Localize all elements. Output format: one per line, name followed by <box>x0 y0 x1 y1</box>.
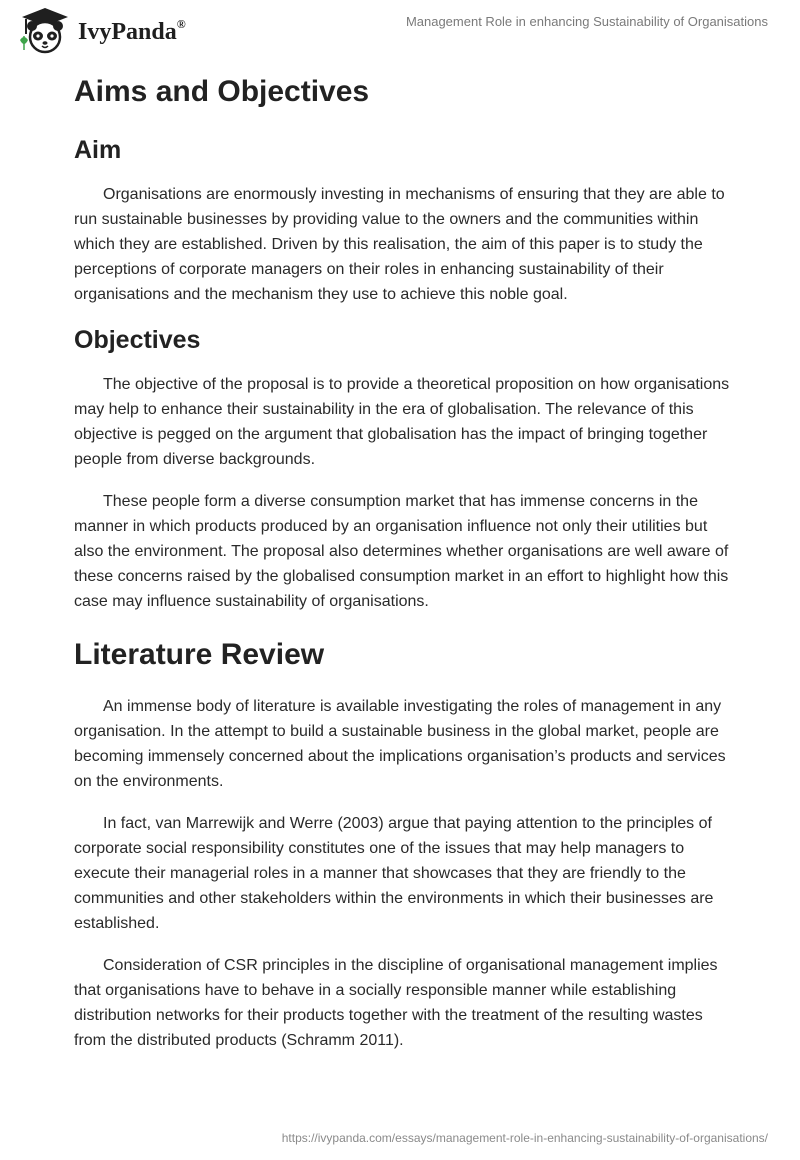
logo-text <box>78 16 186 46</box>
objectives-paragraph-1: The objective of the proposal is to provide a theoretical proposition on how organisations may help to enhance their sustainability in the era of globalisation. The relevance of this objective is pegged on the argument that globalisation has the impact of bringing together people from diverse backgrounds. <box>74 376 730 468</box>
heading-objectives: Objectives <box>74 326 201 354</box>
panda-logo-icon <box>16 6 74 56</box>
logo[interactable] <box>16 6 186 56</box>
literature-paragraph-1: An immense body of literature is available investigating the roles of management in any organisation. In the attempt to build a sustainable business in the global market, people are becoming immensely concerned about the implications organisation’s products and services on the environments. <box>74 698 726 790</box>
literature-paragraph-2: In fact, van Marrewijk and Werre (2003) argue that paying attention to the principles of corporate social responsibility constitutes one of the issues that may help managers to execute their managerial roles in a manner that showcases that they are friendly to the communities and other stakeholders within the environments in which their businesses are established. <box>74 815 714 932</box>
heading-aims-and-objectives: Aims and Objectives <box>74 75 370 108</box>
document-title: Management Role in enhancing Sustainability of Organisations <box>405 14 768 29</box>
article-body <box>74 72 734 1053</box>
brand-name: IvyPanda <box>78 18 177 45</box>
heading-literature-review: Literature Review <box>74 638 325 671</box>
source-url[interactable]: https://ivypanda.com/essays/management-role-in-enhancing-sustainability-of-organisations/ <box>281 1131 768 1145</box>
aim-paragraph: Organisations are enormously investing in mechanisms of ensuring that they are able to run sustainable businesses by providing value to the owners and the communities within which they are established. Driven by this realisation, the aim of this paper is to study the perceptions of corporate managers on their roles in enhancing sustainability of their organisations and the mechanism they use to achieve this noble goal. <box>74 186 725 303</box>
heading-aim: Aim <box>74 136 122 164</box>
objectives-paragraph-2: These people form a diverse consumption market that has immense concerns in the manner in which products produced by an organisation influence not only their utilities but also the environment. The proposal also determines whether organisations are well aware of these concerns raised by the globalised consumption market in an effort to highlight how this case may influence sustainability of organisations. <box>74 493 729 610</box>
literature-paragraph-3: Consideration of CSR principles in the discipline of organisational management implies that organisations have to behave in a socially responsible manner while establishing distribution networks for their products together with the treatment of the resulting wastes from the distributed products (Schramm 2011). <box>74 957 718 1049</box>
page-header <box>0 0 800 60</box>
registered-mark: ® <box>176 16 186 31</box>
